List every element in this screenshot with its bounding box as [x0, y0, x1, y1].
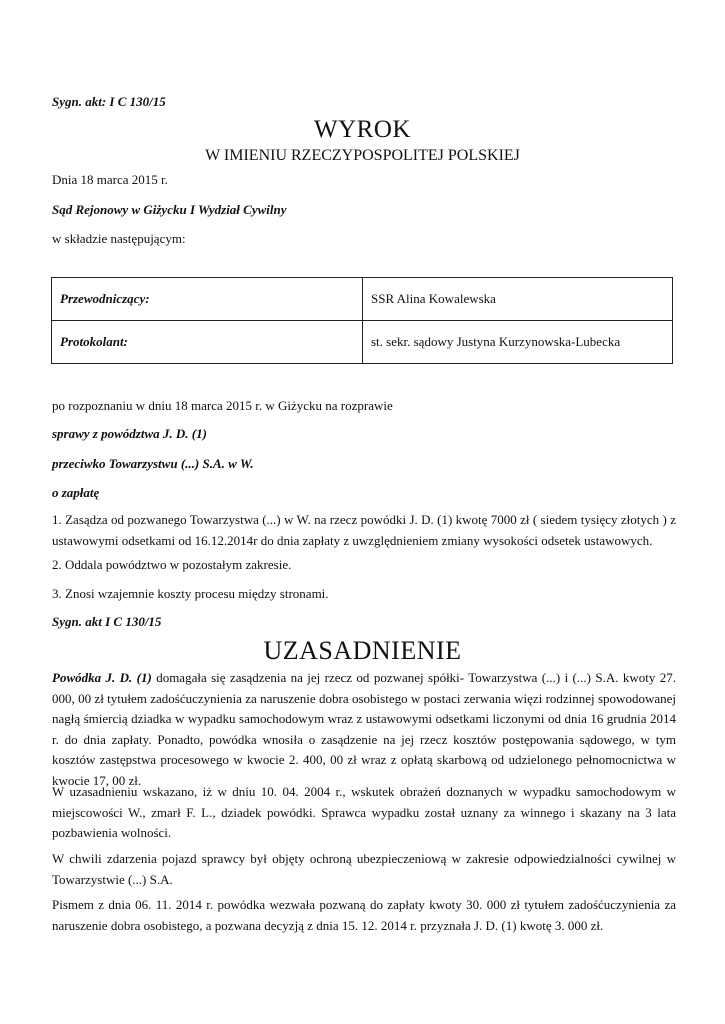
- ruling-item-2: 2. Oddala powództwo w pozostałym zakresie.: [52, 557, 292, 572]
- composition-intro: w składzie następującym:: [52, 231, 186, 246]
- proceedings-case: sprawy z powództwa J. D. (1): [52, 426, 207, 441]
- justification-title: UZASADNIENIE: [263, 636, 462, 665]
- ruling-date: Dnia 18 marca 2015 r.: [52, 172, 168, 187]
- proceedings-subject: o zapłatę: [52, 485, 100, 500]
- justification-paragraph-2: W uzasadnieniu wskazano, iż w dniu 10. 04. 2004 r., wskutek obrażeń doznanych w wypadku samochodowym w miejscowości W., zmarł F. L., dziadek powódki. Sprawca wypadku został uznany za winnego i skazany na 3 lata pozbawienia wolności.: [52, 784, 676, 840]
- case-number: Sygn. akt: I C 130/15: [52, 94, 166, 109]
- justification-paragraph-4: Pismem z dnia 06. 11. 2014 r. powódka wezwała pozwaną do zapłaty kwoty 30. 000 zł tytułem zadośćuczynienia za naruszenie dobra osobistego, a pozwana decyzją z dnia 15. 12. 2014 r. przyznała J. D. (1) kwotę 3. 000 zł.: [52, 897, 676, 933]
- role-cell: Protokolant:: [52, 321, 363, 364]
- role-cell: Przewodniczący:: [52, 278, 363, 321]
- table-row: [52, 321, 673, 364]
- court-name: Sąd Rejonowy w Giżycku I Wydział Cywilny: [52, 202, 287, 217]
- proceedings-against: przeciwko Towarzystwu (...) S.A. w W.: [52, 456, 254, 471]
- person-cell: st. sekr. sądowy Justyna Kurzynowska-Lubecka: [363, 321, 673, 364]
- ruling-item-1: 1. Zasądza od pozwanego Towarzystwa (...) w W. na rzecz powódki J. D. (1) kwotę 7000 zł ( siedem tysięcy złotych ) z ustawowymi odsetkami od 16.12.2014r do dnia zapłaty z uwzględnieniem zmiany wysokości odsetek ustawowych.: [52, 512, 676, 548]
- document-subtitle: W IMIENIU RZECZYPOSPOLITEJ POLSKIEJ: [205, 147, 520, 164]
- document-title: WYROK: [314, 116, 411, 143]
- justification-paragraph-3: W chwili zdarzenia pojazd sprawcy był objęty ochroną ubezpieczeniową w zakresie odpowiedzialności cywilnej w Towarzystwie (...) S.A.: [52, 851, 676, 887]
- paragraph-text: domagała się zasądzenia na jej rzecz od pozwanej spółki- Towarzystwa (...) i (...) S.A. kwoty 27. 000, 00 zł tytułem zadośćuczynienia za naruszenie dobra osobistego w postaci zerwania więzi rodzinnej spowodowanej nagłą śmiercią dziadka w wypadku samochodowym wraz z ustawowymi odsetkami liczonymi od dnia 16 grudnia 2014 r. do dnia zapłaty. Ponadto, powódka wnosiła o zasądzenie na jej rzecz kosztów postępowania sądowego, w tym kosztów zastępstwa procesowego w kwocie 2. 400, 00 zł wraz z opłatą skarbową od udzielonego pełnomocnictwa w kwocie 17, 00 zł.: [52, 670, 676, 788]
- person-cell: SSR Alina Kowalewska: [363, 278, 673, 321]
- proceedings-intro: po rozpoznaniu w dniu 18 marca 2015 r. w Giżycku na rozprawie: [52, 398, 393, 413]
- ruling-item-3: 3. Znosi wzajemnie koszty procesu między stronami.: [52, 586, 329, 601]
- court-panel-table: [51, 277, 673, 364]
- justification-case-number: Sygn. akt I C 130/15: [52, 614, 162, 629]
- justification-paragraph-1: [52, 668, 676, 791]
- table-row: [52, 278, 673, 321]
- plaintiff-name: Powódka J. D. (1): [52, 670, 152, 685]
